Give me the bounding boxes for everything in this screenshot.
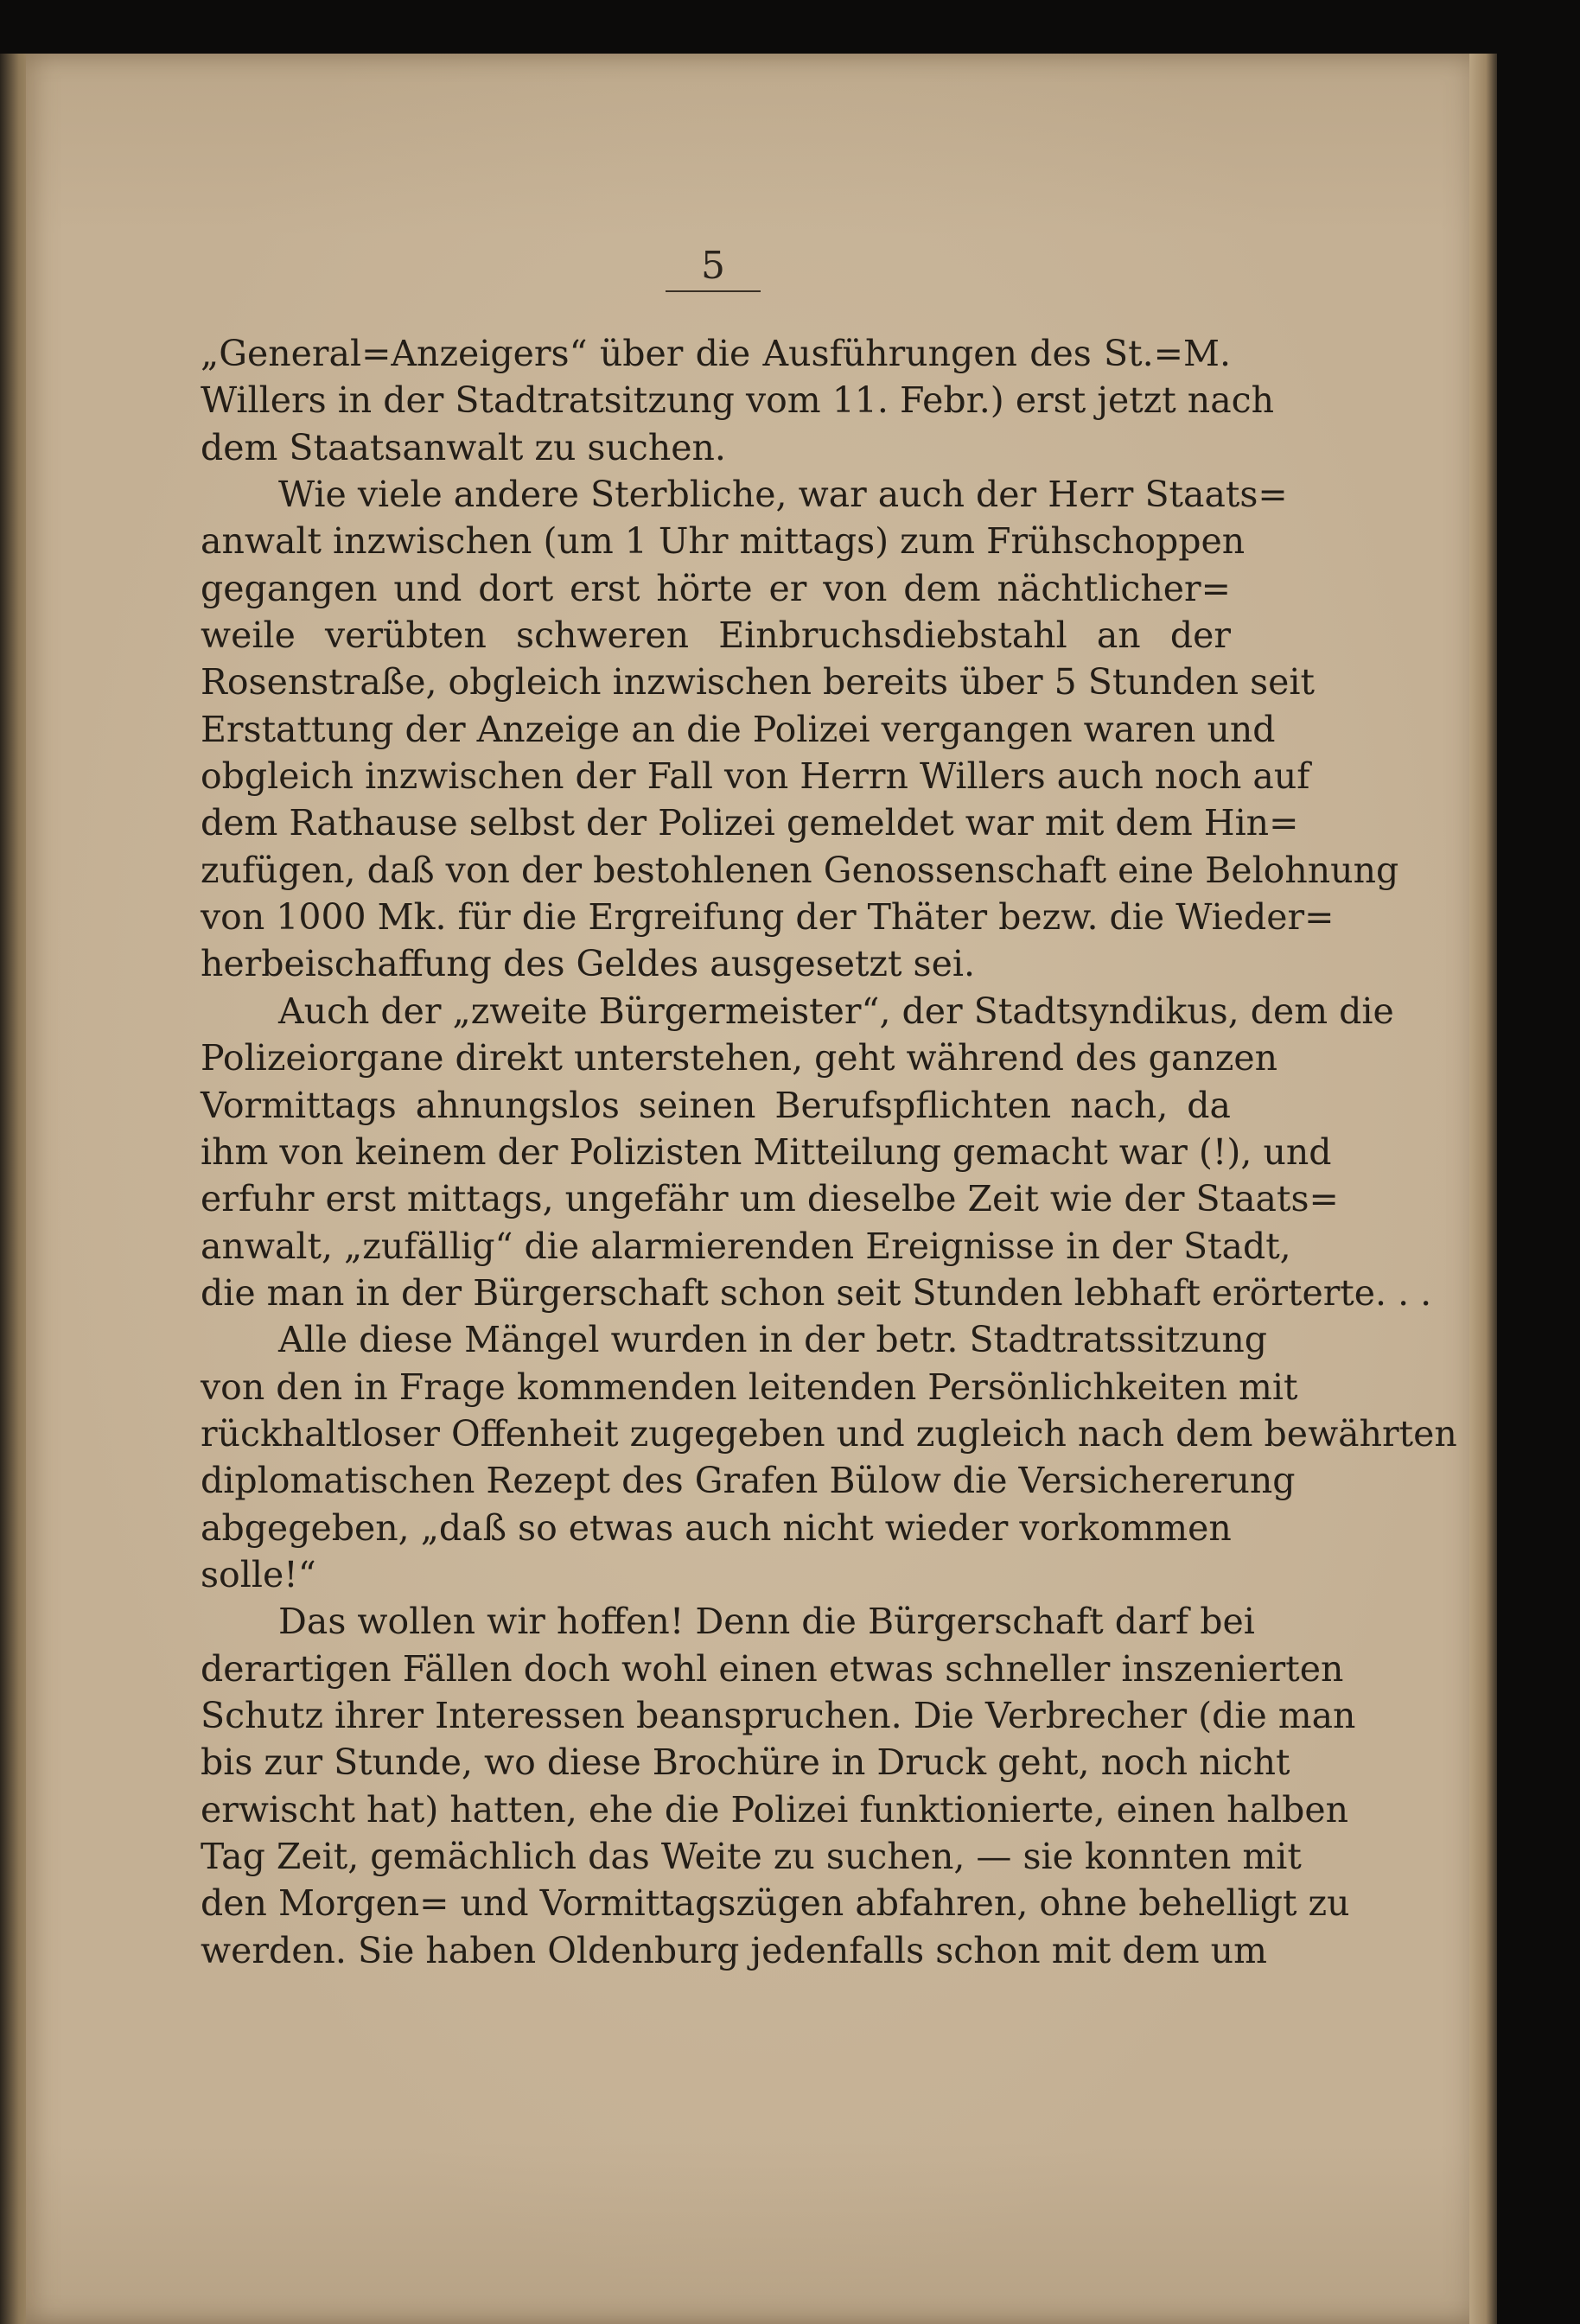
text-line: abgegeben, „daß so etwas auch nicht wieder vorkommen (201, 1506, 1232, 1549)
body-text (201, 330, 1457, 1974)
text-line: obgleich inzwischen der Fall von Herrn Willers auch noch auf (201, 755, 1310, 798)
page-right-edge (1469, 54, 1497, 2324)
text-line: dem Rathause selbst der Polizei gemeldet war mit dem Hin= (201, 802, 1299, 844)
text-line: die man in der Bürgerschaft schon seit Stunden lebhaft erörterte. . . (201, 1271, 1432, 1314)
text-line: Tag Zeit, gemächlich das Weite zu suchen, — sie konnten mit (201, 1836, 1302, 1877)
text-line: diplomatischen Rezept des Grafen Bülow die Versichererung (201, 1460, 1296, 1502)
text-line: von 1000 Mk. für die Ergreifung der Thäter bezw. die Wieder= (201, 896, 1335, 939)
text-line: erwischt hat) hatten, ehe die Polizei funktionierte, einen halben (201, 1788, 1348, 1831)
text-line: gegangen und dort erst hörte er von dem nächtlicher= (201, 567, 1231, 609)
text-line: ihm von keinem der Polizisten Mitteilung gemacht war (!), und (201, 1130, 1332, 1173)
text-line: Das wollen wir hoffen! Denn die Bürgerschaft darf bei (278, 1601, 1255, 1643)
text-line: von den in Frage kommenden leitenden Persönlichkeiten mit (201, 1366, 1298, 1408)
text-line: Auch der „zweite Bürgermeister“, der Stadtsyndikus, dem die (278, 990, 1394, 1032)
text-line: bis zur Stunde, wo diese Brochüre in Druck geht, noch nicht (201, 1741, 1290, 1784)
text-line: erfuhr erst mittags, ungefähr um dieselbe Zeit wie der Staats= (201, 1178, 1339, 1220)
text-line: dem Staatsanwalt zu suchen. (201, 426, 726, 468)
text-line: anwalt, „zufällig“ die alarmierenden Ereignisse in der Stadt, (201, 1225, 1291, 1267)
text-line: Schutz ihrer Interessen beanspruchen. Die Verbrecher (die man (201, 1694, 1356, 1736)
text-line: Rosenstraße, obgleich inzwischen bereits über 5 Stunden seit (201, 661, 1315, 704)
text-line: Willers in der Stadtratsitzung vom 11. Febr.) erst jetzt nach (201, 379, 1275, 422)
text-line: weile verübten schweren Einbruchsdiebstahl an der (201, 614, 1231, 657)
text-line: herbeischaffung des Geldes ausgesetzt sei. (201, 943, 975, 985)
text-line: „General=Anzeigers“ über die Ausführungen des St.=M. (201, 333, 1231, 374)
text-line: Wie viele andere Sterbliche, war auch der Herr Staats= (278, 474, 1288, 516)
text-line: derartigen Fällen doch wohl einen etwas schneller inszenierten (201, 1647, 1344, 1690)
text-line: Alle diese Mängel wurden in der betr. Stadtratssitzung (278, 1319, 1268, 1361)
text-line: Vormittags ahnungslos seinen Berufspflichten nach, da (201, 1084, 1231, 1126)
text-line: den Morgen= und Vormittagszügen abfahren, ohne behelligt zu (201, 1882, 1350, 1925)
text-line: zufügen, daß von der bestohlenen Genossenschaft eine Belohnung (201, 849, 1399, 891)
text-line: rückhaltloser Offenheit zugegeben und zugleich nach dem bewährten (201, 1412, 1457, 1455)
text-line: solle!“ (201, 1553, 316, 1595)
text-line: Polizeiorgane direkt unterstehen, geht während des ganzen (201, 1037, 1277, 1079)
text-line: werden. Sie haben Oldenburg jedenfalls schon mit dem um (201, 1929, 1267, 1971)
text-line: anwalt inzwischen (um 1 Uhr mittags) zum Frühschoppen (201, 520, 1246, 563)
page-number-rule (666, 290, 761, 292)
page-number: 5 (701, 244, 725, 288)
text-line: Erstattung der Anzeige an die Polizei vergangen waren und (201, 708, 1276, 750)
